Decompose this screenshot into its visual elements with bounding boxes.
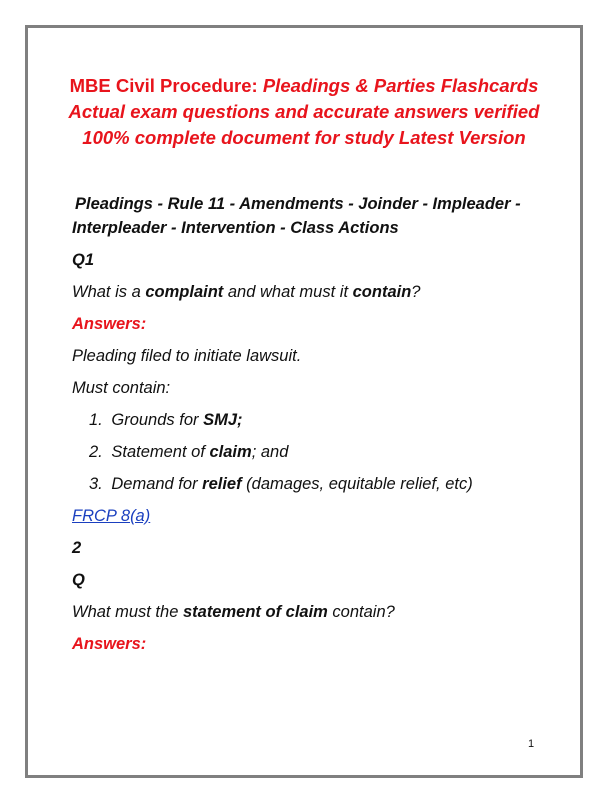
document-title <box>28 73 580 151</box>
title-line-3: 100% complete document for study Latest Version <box>82 127 526 148</box>
question-2-term-statement-of-claim: statement of claim <box>182 603 328 621</box>
list-item-text-c: ; and <box>251 443 289 461</box>
question-1-text-a: What is a <box>72 283 146 301</box>
answer-1-line-2: Must contain: <box>72 379 171 397</box>
list-item <box>89 475 473 494</box>
question-2-label: Q <box>72 571 85 589</box>
question-1-text-c: and what must it <box>223 283 353 301</box>
topics-line-1: Pleadings - Rule 11 - Amendments - Joinder - Impleader - <box>75 195 521 213</box>
answers-label-2: Answers: <box>72 635 147 653</box>
page-number: 1 <box>528 738 535 750</box>
list-item-text-a: Demand for <box>111 475 203 493</box>
list-item-text-c: (damages, equitable relief, etc) <box>241 475 473 493</box>
question-2-text-c: contain? <box>327 603 395 621</box>
list-item <box>89 443 288 462</box>
list-item <box>89 411 243 430</box>
list-item-text-a: Statement of <box>111 443 210 461</box>
list-item-text-a: Grounds for <box>111 411 204 429</box>
question-2-text <box>72 603 395 622</box>
title-line-2: Actual exam questions and accurate answers verified <box>68 101 540 122</box>
list-item-number: 2. <box>89 443 103 461</box>
answer-1-line-1: Pleading filed to initiate lawsuit. <box>72 347 302 365</box>
question-1-text-e: ? <box>411 283 421 301</box>
topics-line-2: Interpleader - Intervention - Class Actions <box>72 219 399 237</box>
list-item-term: SMJ; <box>203 411 243 429</box>
list-item-term: relief <box>202 475 242 493</box>
title-prefix: MBE Civil Procedure: <box>69 75 263 96</box>
list-item-number: 1. <box>89 411 103 429</box>
question-2-number: 2 <box>72 539 82 557</box>
question-2-text-a: What must the <box>72 603 183 621</box>
list-item-number: 3. <box>89 475 103 493</box>
question-1-label: Q1 <box>72 251 95 269</box>
question-1-term-contain: contain <box>352 283 412 301</box>
answers-label-1: Answers: <box>72 315 147 333</box>
list-item-term: claim <box>209 443 252 461</box>
frcp-8a-link[interactable]: FRCP 8(a) <box>72 507 151 525</box>
title-italic: Pleadings & Parties Flashcards <box>262 75 539 96</box>
question-1-text <box>72 283 420 302</box>
question-1-term-complaint: complaint <box>145 283 224 301</box>
reference-link-row <box>72 507 150 526</box>
